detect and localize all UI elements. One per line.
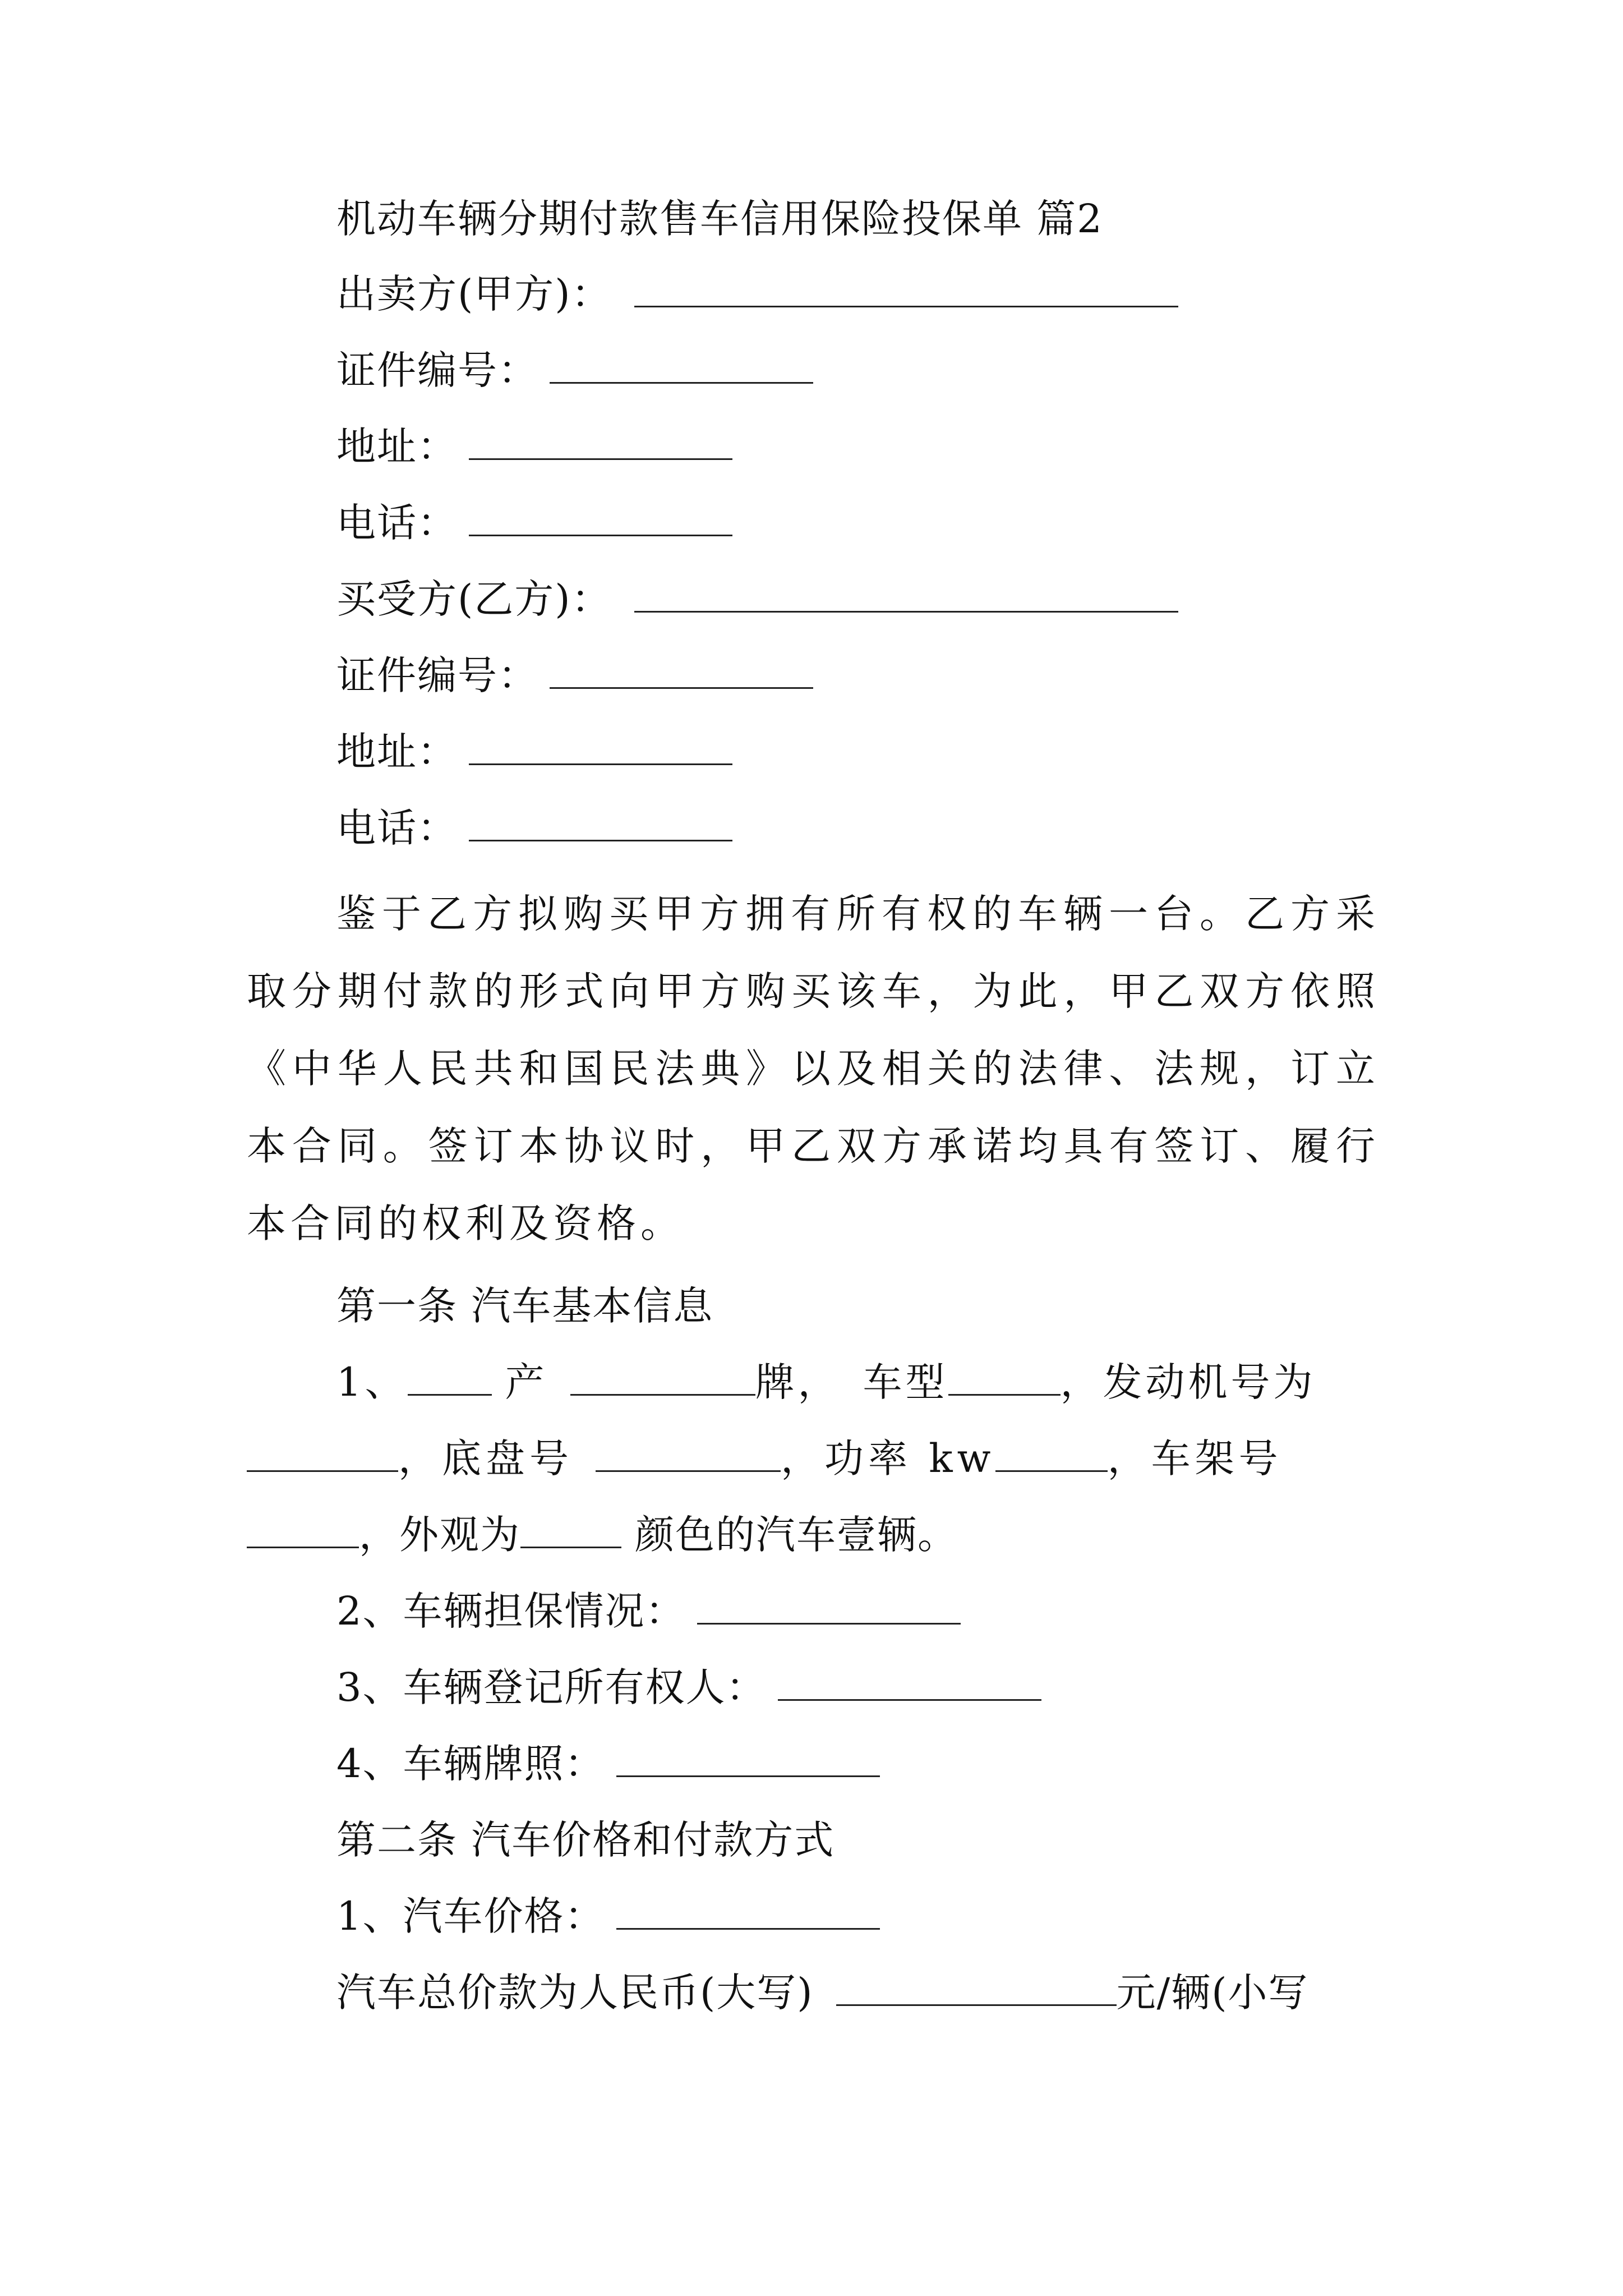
- a1-item3-line: [336, 1659, 1041, 1715]
- model-blank[interactable]: [948, 1359, 1061, 1396]
- a2-total-suffix: 元/辆(小写: [1116, 1970, 1309, 2016]
- seller-phone-blank[interactable]: [469, 500, 732, 536]
- seller-address-label: 地址：: [336, 424, 458, 470]
- seller-address-line: [336, 418, 732, 475]
- license-plate-blank[interactable]: [616, 1741, 880, 1777]
- a1-frame-text: ，车架号: [1107, 1435, 1283, 1481]
- power-blank[interactable]: [995, 1435, 1108, 1472]
- buyer-address-label: 地址：: [336, 729, 458, 775]
- color-blank[interactable]: [520, 1512, 621, 1548]
- buyer-id-line: [336, 647, 813, 703]
- preamble-paragraph: 鉴于乙方拟购买甲方拥有所有权的车辆一台。乙方采取分期付款的形式向甲方购买该车，为此，甲乙双方依照《中华人民共和国民法典》以及相关的法律、法规，订立本合同。签订本协议时，甲乙双方承诺均具有签订、履行本合同的权利及资格。: [247, 891, 1380, 1246]
- buyer-address-line: [336, 724, 732, 780]
- frame-number-blank[interactable]: [247, 1512, 359, 1548]
- article-1-title-text: 第一条 汽车基本信息: [336, 1283, 714, 1329]
- buyer-id-blank[interactable]: [550, 652, 813, 689]
- seller-name-blank[interactable]: [634, 271, 1178, 307]
- a1-item2-line: [336, 1583, 961, 1639]
- seller-id-label: 证件编号：: [336, 347, 538, 393]
- a1-item3-label: 3、车辆登记所有权人：: [336, 1664, 767, 1710]
- buyer-line: [336, 571, 1178, 627]
- a2-item1-line: [336, 1888, 880, 1944]
- buyer-phone-line: [336, 800, 732, 856]
- a1-appearance-text: ，外观为: [359, 1512, 520, 1558]
- a1-item4-label: 4、车辆牌照：: [336, 1741, 605, 1787]
- a1-engine-text: ，发动机号为: [1060, 1359, 1316, 1405]
- article-2-title: [336, 1812, 834, 1868]
- a1-power-text: ，功率 kw: [781, 1435, 995, 1481]
- guarantee-blank[interactable]: [697, 1588, 961, 1625]
- seller-id-line: [336, 342, 813, 398]
- a2-total-prefix: 汽车总价款为人民币(大写): [336, 1970, 814, 2016]
- seller-label: 出卖方(甲方)：: [336, 271, 612, 317]
- seller-phone-label: 电话：: [336, 500, 458, 546]
- a1-produce-text: 产: [505, 1359, 548, 1405]
- seller-address-blank[interactable]: [469, 424, 732, 460]
- a1-item1-line3: [247, 1507, 958, 1563]
- a2-total-line: [336, 1964, 1309, 2021]
- buyer-phone-label: 电话：: [336, 805, 458, 851]
- chassis-number-blank[interactable]: [596, 1435, 781, 1472]
- origin-blank[interactable]: [408, 1359, 492, 1396]
- article-2-title-text: 第二条 汽车价格和付款方式: [336, 1817, 835, 1863]
- a1-item4-line: [336, 1736, 880, 1792]
- seller-id-blank[interactable]: [550, 347, 813, 384]
- a1-chassis-text: ，底盘号: [398, 1435, 573, 1481]
- buyer-phone-blank[interactable]: [469, 805, 732, 841]
- a1-color-text: 颜色的汽车壹辆。: [635, 1512, 958, 1558]
- a1-brand-text: 牌，: [755, 1359, 841, 1405]
- engine-number-blank[interactable]: [247, 1435, 398, 1472]
- seller-phone-line: [336, 495, 732, 551]
- car-price-blank[interactable]: [616, 1893, 880, 1930]
- a1-item2-label: 2、车辆担保情况：: [336, 1588, 686, 1634]
- total-price-blank[interactable]: [836, 1970, 1117, 2006]
- a1-item1-line2: [247, 1430, 1283, 1487]
- buyer-label: 买受方(乙方)：: [336, 576, 612, 622]
- document-title: [336, 191, 1103, 247]
- seller-line: [336, 266, 1178, 322]
- title-text: 机动车辆分期付款售车信用保险投保单 篇2: [336, 196, 1103, 242]
- a1-model-text: 车型: [863, 1359, 948, 1405]
- buyer-address-blank[interactable]: [469, 729, 732, 765]
- a1-item1-num: 1、: [336, 1359, 408, 1405]
- buyer-id-label: 证件编号：: [336, 652, 538, 698]
- brand-blank[interactable]: [570, 1359, 755, 1396]
- a2-item1-label: 1、汽车价格：: [336, 1893, 605, 1939]
- buyer-name-blank[interactable]: [634, 576, 1178, 613]
- article-1-title: [336, 1278, 713, 1334]
- a1-item1-line1: [336, 1354, 1316, 1410]
- owner-blank[interactable]: [778, 1664, 1041, 1701]
